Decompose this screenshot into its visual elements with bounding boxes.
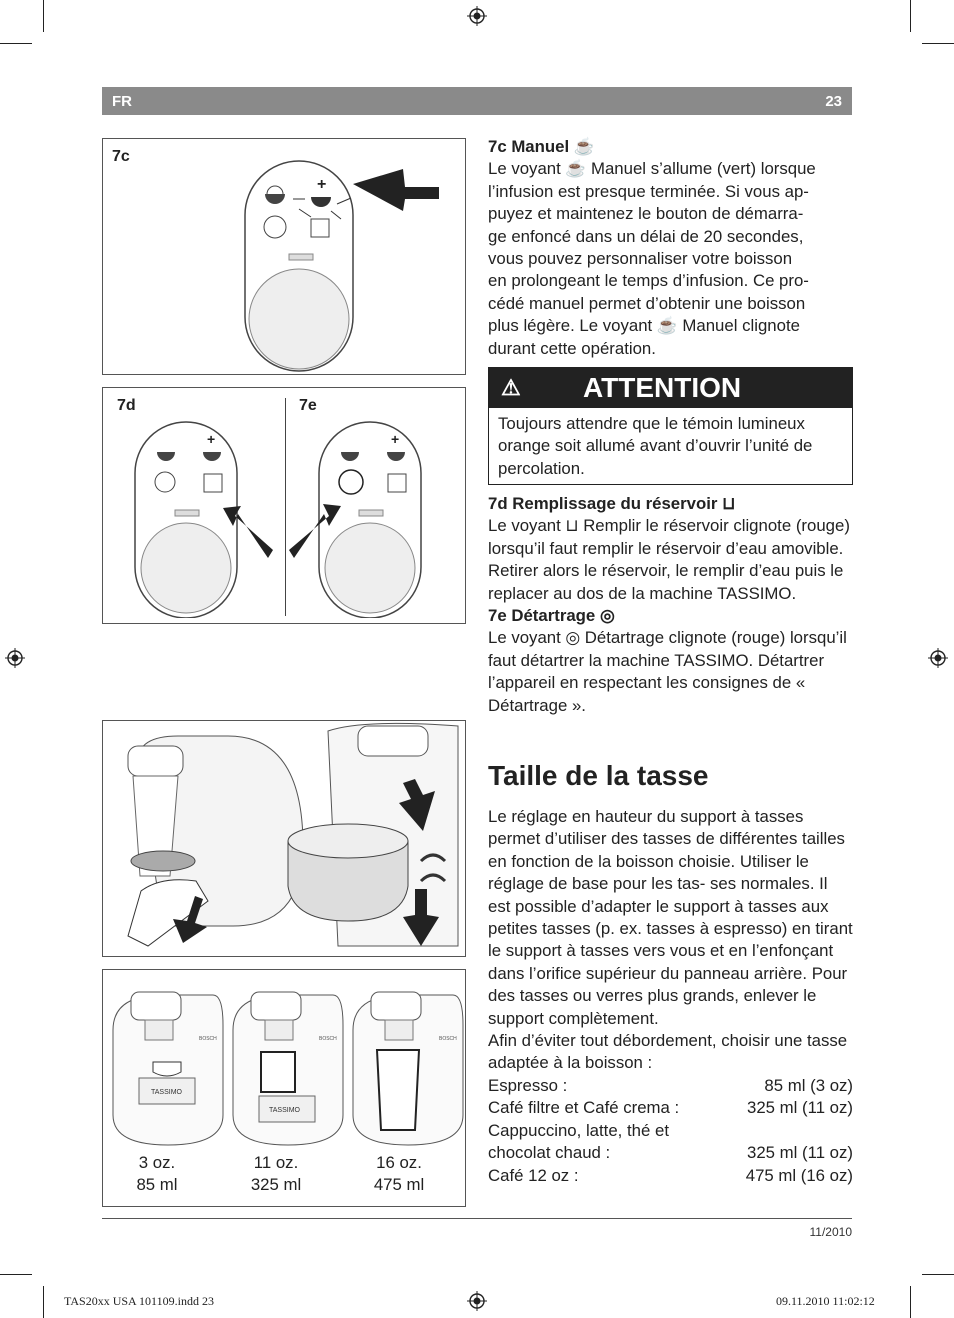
figure-label: 7e: [299, 397, 317, 414]
footer-rule: [102, 1218, 852, 1219]
control-panel-illustration: [113, 418, 283, 618]
cup-size-ml: 85 ml: [136, 1175, 178, 1194]
water-tank-icon: ⊔: [722, 494, 736, 513]
logo-text: BOSCH: [199, 1036, 217, 1042]
cup-size-illustrations: [103, 970, 465, 1150]
body-line: Le voyant ☕ Manuel s’allume (vert) lorsque: [488, 159, 816, 179]
figure-label: 7c: [112, 148, 130, 165]
registration-mark-icon: [5, 648, 25, 668]
warning-icon: ⚠: [501, 375, 521, 400]
cup-size-ml: 325 ml: [250, 1175, 302, 1194]
logo-text: BOSCH: [439, 1036, 457, 1042]
crop-mark: [910, 1286, 911, 1318]
logo-text: BOSCH: [319, 1036, 337, 1042]
body-line: puyez et maintenez le bouton de démarra-: [488, 204, 804, 224]
page-header: [102, 87, 852, 115]
section-body: Le réglage en hauteur du support à tasses permet d’utiliser des tasses de différentes tailles en fonction de la boisson choisie. Utiliser le réglage de base pour les tas- ses normales. Il est possible d’adapter le support à tasses aux petites tasses (p. ex. tasses à espresso) en tirant le support à tasses vers vous et en l’enfonçant dans l’orifice supérieur du panneau arrière. Pour des tasses ou verres plus grands, enlever le support complètement.: [488, 807, 853, 1028]
cup-size-oz: 11 oz.: [253, 1153, 299, 1172]
registration-mark-icon: [467, 1291, 487, 1311]
crop-mark: [922, 1274, 954, 1275]
machine-illustration: [103, 721, 465, 956]
body-line: plus légère. Le voyant ☕ Manuel clignote: [488, 316, 800, 336]
brand-text: TASSIMO: [151, 1089, 182, 1096]
cup-size-oz: 16 oz.: [376, 1153, 422, 1172]
figure-cup-sizes: [102, 969, 466, 1207]
attention-header: [489, 368, 852, 408]
registration-mark-icon: [928, 648, 948, 668]
attention-title: ATTENTION: [583, 372, 742, 403]
size-row: [488, 1142, 853, 1164]
control-panel-illustration: [289, 418, 459, 618]
section-heading-text: 7e Détartrage: [488, 606, 596, 626]
cup-size-ml: 475 ml: [373, 1175, 425, 1194]
crop-mark: [910, 0, 911, 32]
attention-body: Toujours attendre que le témoin lumineux orange soit allumé avant d’ouvrir l’unité de percolation.: [498, 414, 813, 478]
figure-label: 7d: [117, 397, 136, 414]
crop-mark: [922, 43, 954, 44]
body-line: vous pouvez personnaliser votre boisson: [488, 249, 793, 269]
section-body: Le voyant ◎ Détartrage clignote (rouge) lorsqu’il faut détartrer la machine TASSIMO. Détartrer l’appareil en respectant les consignes de « Détartrage ».: [488, 628, 847, 715]
descale-icon: ◎: [599, 606, 615, 626]
cup-size-caption: [349, 1152, 449, 1196]
body-line: durant cette opération.: [488, 338, 656, 358]
figure-7c: [102, 138, 466, 375]
cup-size-caption: [226, 1152, 326, 1196]
size-name: Cappuccino, latte, thé et: [488, 1120, 669, 1140]
print-slug-timestamp: 09.11.2010 11:02:12: [776, 1294, 875, 1308]
brand-text: TASSIMO: [269, 1107, 300, 1114]
manual-coffee-icon: ☕: [573, 137, 595, 156]
size-name: Café filtre et Café crema :: [488, 1098, 680, 1118]
body-line: cédé manuel permet d’obtenir une boisson: [488, 293, 806, 313]
registration-mark-icon: [467, 6, 487, 26]
size-row: [488, 1075, 853, 1097]
control-panel-illustration: [233, 159, 463, 374]
section-7c: [488, 136, 853, 360]
section-title: Taille de la tasse: [488, 760, 709, 791]
size-value: 325 ml (11 oz): [746, 1098, 853, 1118]
cup-size-oz: 3 oz.: [138, 1153, 176, 1172]
section-heading-text: 7d Remplissage du réservoir: [488, 494, 718, 513]
section-7d-7e: [488, 493, 853, 717]
section-heading: [488, 136, 853, 158]
print-slug-file: TAS20xx USA 101109.indd 23: [64, 1294, 214, 1308]
size-row: [488, 1120, 853, 1142]
size-name: Espresso :: [488, 1075, 568, 1095]
section-heading: [488, 493, 853, 515]
body-line: ge enfoncé dans un délai de 20 secondes,: [488, 226, 804, 246]
svg-text:+: +: [207, 431, 216, 447]
svg-text:+: +: [317, 176, 327, 193]
page-number: 23: [825, 93, 842, 110]
body-line: en prolongeant le temps d’infusion. Ce pro-: [488, 271, 809, 291]
figure-divider: [285, 398, 286, 616]
figure-cup-support: [102, 720, 466, 957]
language-code: FR: [112, 93, 132, 110]
footer-date: 11/2010: [809, 1225, 852, 1239]
section-taille: [488, 806, 853, 1187]
section-heading-text: 7c Manuel: [488, 137, 570, 156]
crop-mark: [43, 0, 44, 32]
size-name: Café 12 oz :: [488, 1165, 579, 1185]
figure-7d-7e: [102, 387, 466, 624]
section-intro: Afin d’éviter tout débordement, choisir une tasse adaptée à la boisson :: [488, 1031, 848, 1073]
size-value: 85 ml (3 oz): [764, 1075, 853, 1095]
size-row: [488, 1097, 853, 1119]
crop-mark: [0, 1274, 32, 1275]
section-body: Le voyant ⊔ Remplir le réservoir clignote (rouge) lorsqu’il faut remplir le réservoir d’eau amovible. Retirer alors le réservoir, le remplir d’eau puis le replacer au dos de la machine TASSIMO.: [488, 516, 850, 603]
section-heading: [488, 605, 853, 627]
size-name: chocolat chaud :: [488, 1143, 611, 1163]
attention-box: [488, 367, 853, 485]
crop-mark: [0, 43, 32, 44]
body-line: l’infusion est presque terminée. Si vous ap-: [488, 181, 809, 201]
crop-mark: [43, 1286, 44, 1318]
svg-text:+: +: [391, 431, 400, 447]
cup-size-caption: [107, 1152, 207, 1196]
size-value: 475 ml (16 oz): [745, 1165, 853, 1185]
size-value: 325 ml (11 oz): [746, 1143, 853, 1163]
size-row: [488, 1165, 853, 1187]
